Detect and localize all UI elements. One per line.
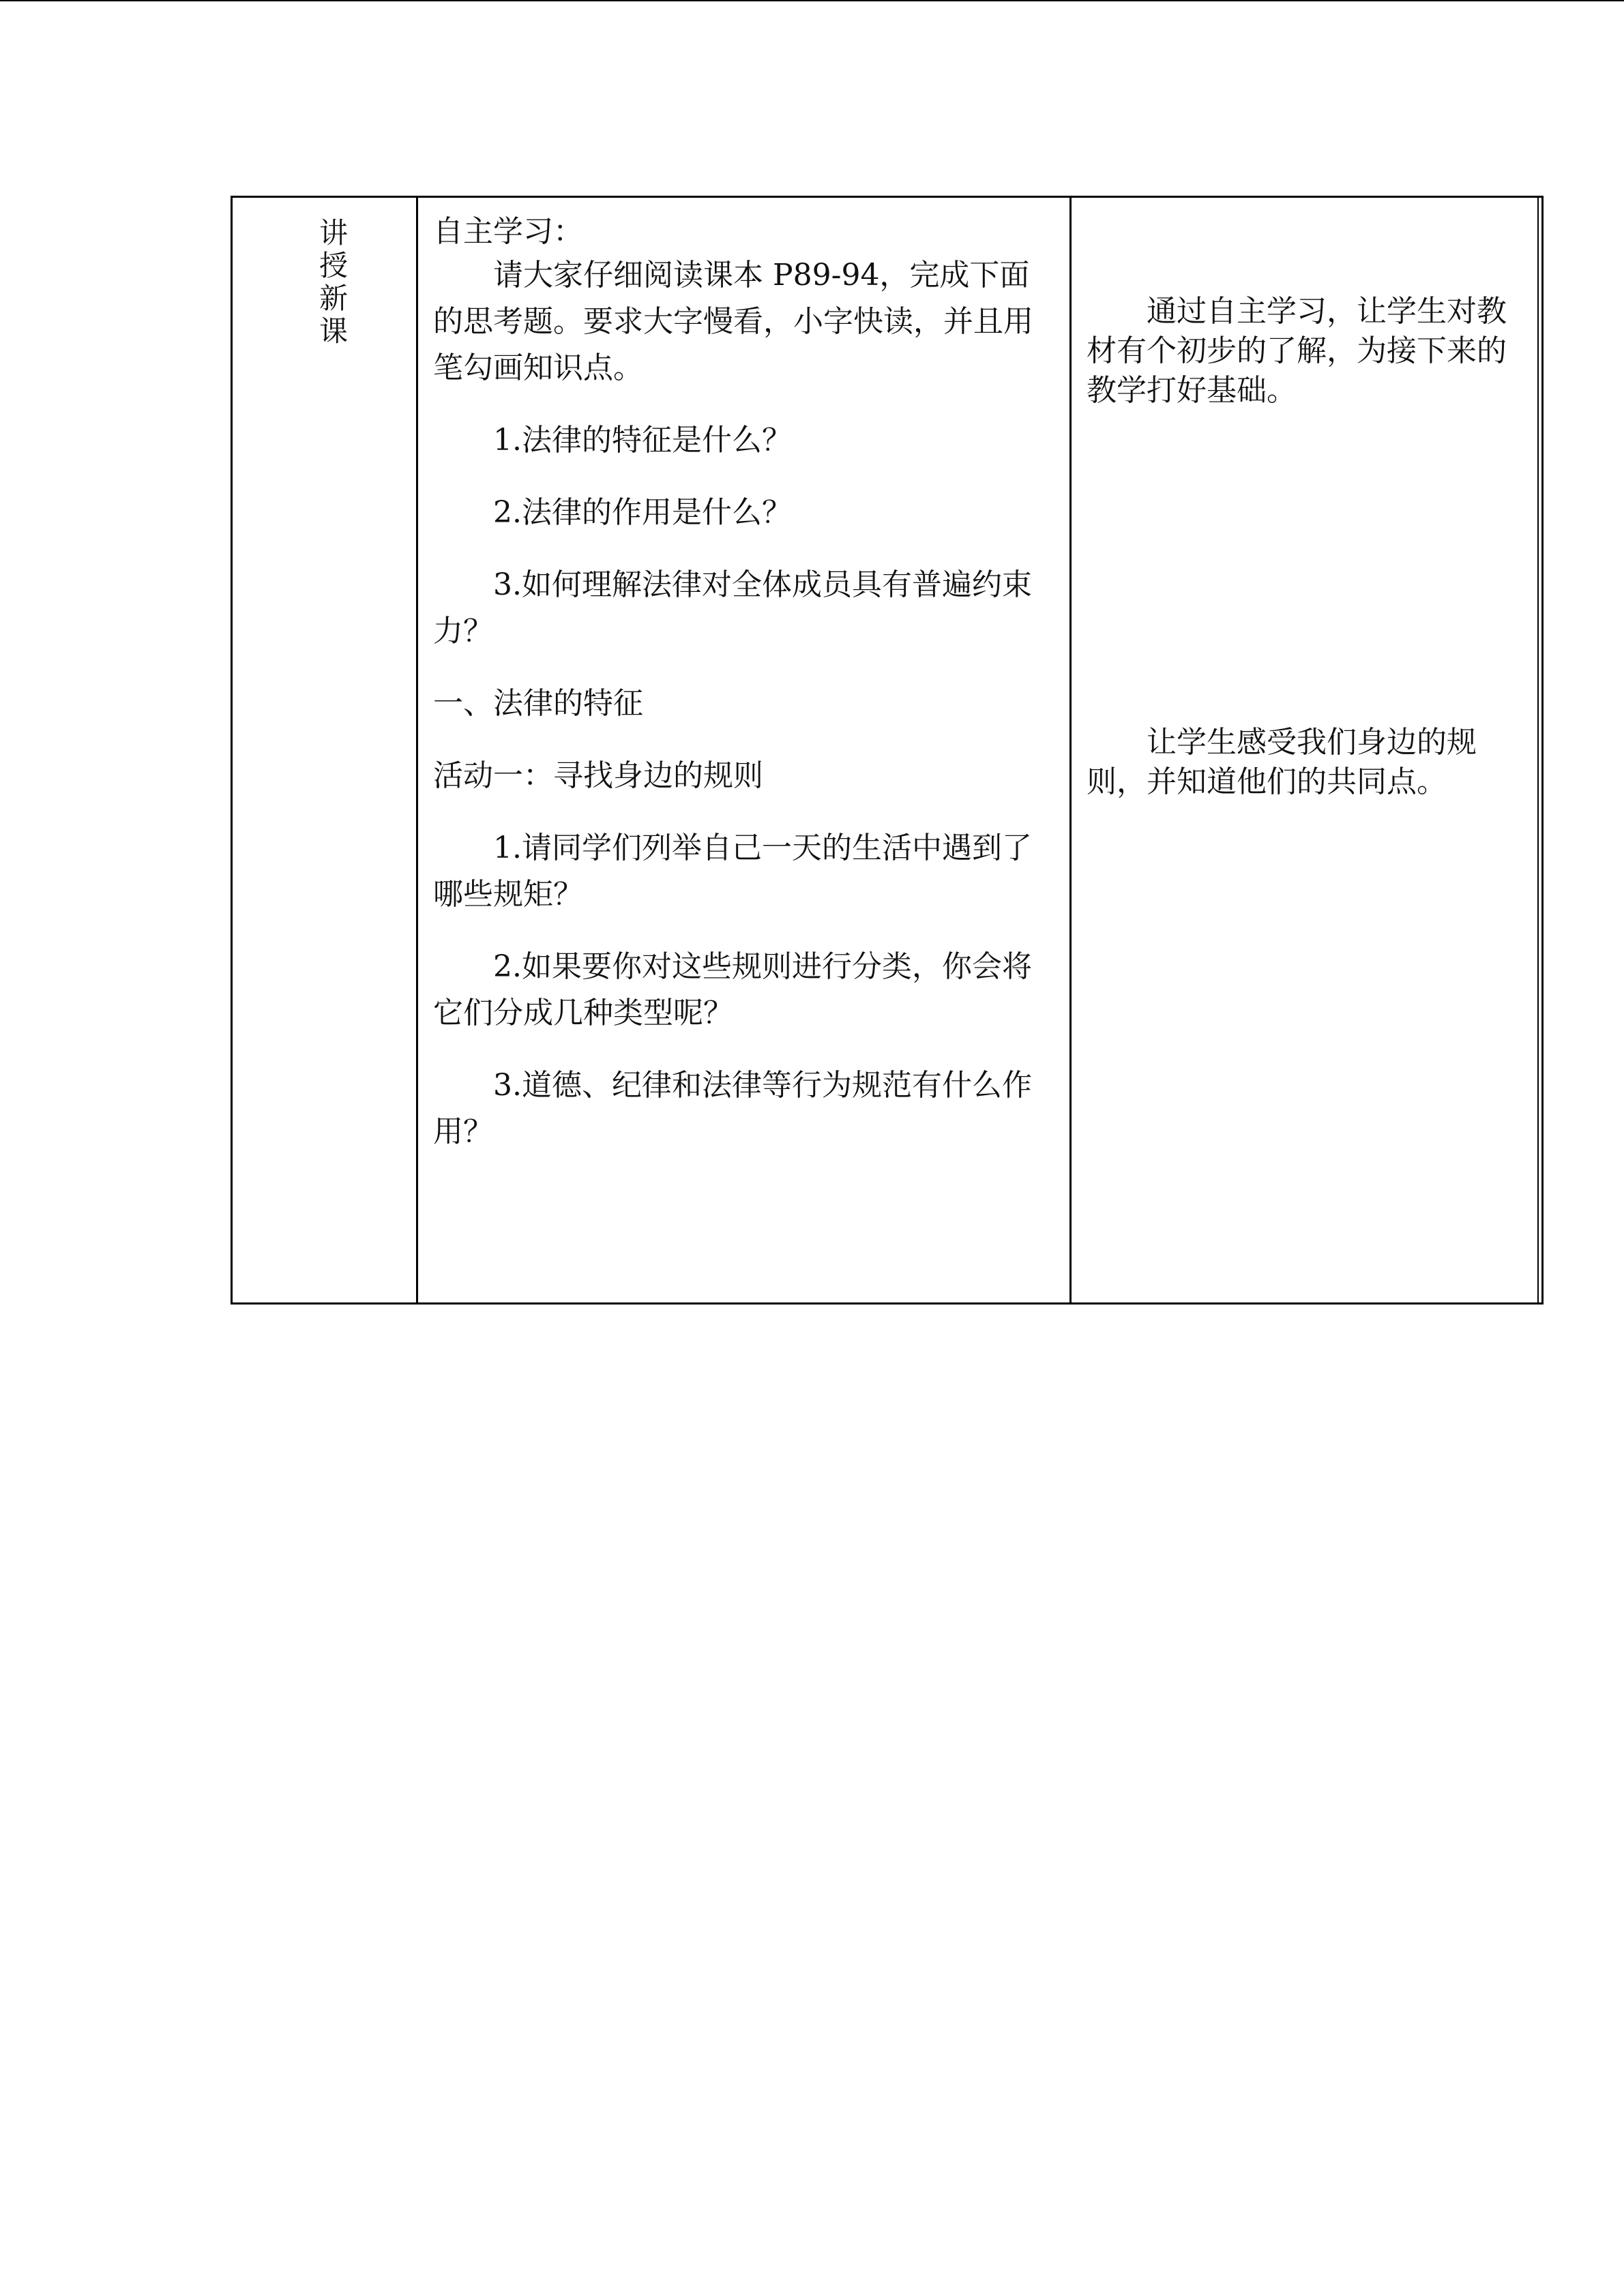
- teaching-content-cell: [418, 198, 1072, 1302]
- page-top-border: [0, 0, 1624, 1]
- design-intent-text: 让学生感受我们身边的规则，并知道他们的共同点。: [1087, 725, 1477, 799]
- self-study-heading: 自主学习：: [433, 214, 583, 249]
- activity-item: 3.道德、纪律和法律等行为规范有什么作用？: [433, 1068, 1032, 1149]
- self-study-instructions: 请大家仔细阅读课本 P89-94，完成下面的思考题。要求大字慢看，小字快读，并且用笔勾画知识点。: [433, 258, 1033, 385]
- design-intent-text: 通过自主学习，让学生对教材有个初步的了解，为接下来的教学打好基础。: [1087, 294, 1507, 408]
- question-item: 1.法律的特征是什么？: [493, 423, 792, 458]
- lesson-plan-table: [231, 196, 1544, 1304]
- question-item: 2.法律的作用是什么？: [493, 495, 792, 530]
- section-label: 讲授新课: [319, 216, 348, 348]
- section-label-cell: [233, 198, 418, 1302]
- section-title: 一、法律的特征: [433, 686, 643, 721]
- question-item: 3.如何理解法律对全体成员具有普遍约束力？: [433, 567, 1032, 648]
- design-intent-cell: [1072, 198, 1541, 1302]
- activity-item: 1.请同学们列举自己一天的生活中遇到了哪些规矩？: [433, 831, 1032, 912]
- activity-item: 2.如果要你对这些规则进行分类，你会将它们分成几种类型呢？: [433, 949, 1032, 1030]
- activity-title: 活动一：寻找身边的规则: [433, 758, 763, 793]
